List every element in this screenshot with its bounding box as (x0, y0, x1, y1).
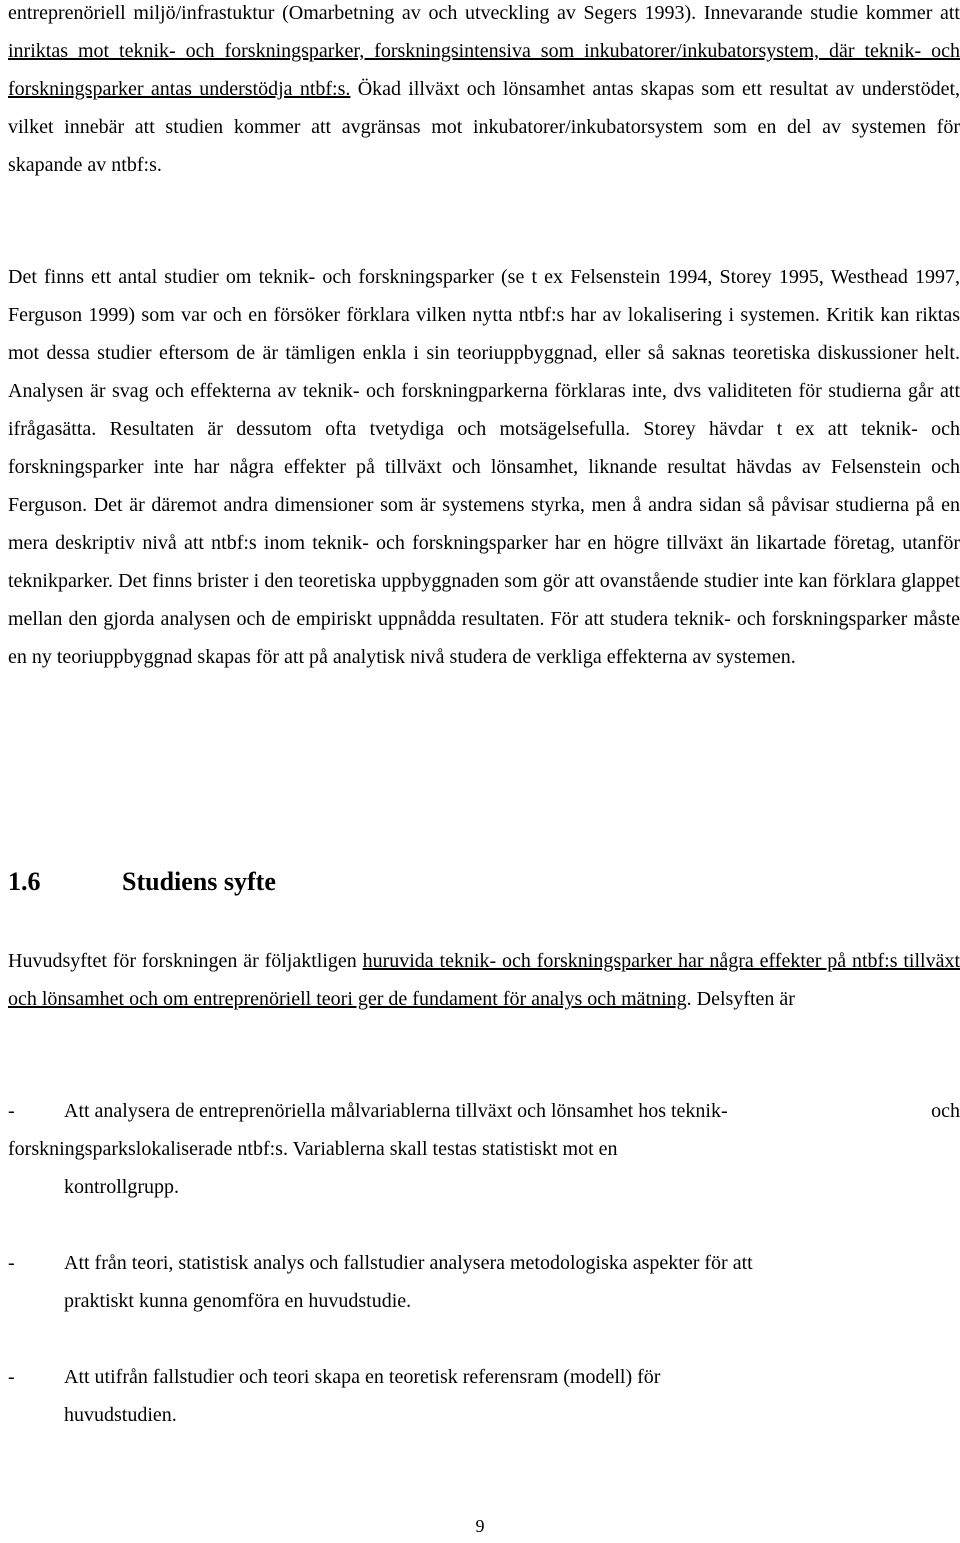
list-item-line-end: och (931, 1100, 960, 1122)
intro-paragraph (8, 0, 960, 184)
list-item-line: Att från teori, statistisk analys och fallstudier analysera metodologiska aspekter för att (64, 1252, 753, 1274)
list-item (8, 1244, 960, 1320)
list-dash: - (8, 1100, 15, 1122)
intro-underlined-text: inriktas mot teknik- och forskningsparker, forskningsintensiva som inkubatorer/inkubatorsystem, där teknik- och forskningsparker antas understödja ntbf:s. (8, 40, 960, 100)
list-item-line: kontrollgrupp. (64, 1176, 179, 1198)
purpose-paragraph (8, 942, 960, 1018)
list-item-line: forskningsparkslokaliserade ntbf:s. Variablerna skall testas statistiskt mot en (8, 1138, 618, 1160)
list-item (8, 1092, 960, 1206)
section-number: 1.6 (8, 867, 41, 896)
purpose-underlined-text: huruvida teknik- och forskningsparker har några effekter på ntbf:s tillväxt och lönsamhet och om entreprenöriell teori ger de fundament för analys och mätning (8, 950, 960, 1010)
studies-paragraph: Det finns ett antal studier om teknik- och forskningsparker (se t ex Felsenstein 1994, Storey 1995, Westhead 1997, Ferguson 1999) som var och en försöker förklara vilken nytta ntbf:s har av lokalisering i systemen. Kritik kan riktas mot dessa studier eftersom de är tämligen enkla i sin teoriuppbyggnad, eller så saknas teoretiska diskussioner helt. Analysen är svag och effekterna av teknik- och forskningparkerna förklaras inte, dvs validiteten för studierna går att ifrågasätta. Resultaten är dessutom ofta tvetydiga och motsägelsefulla. Storey hävdar t ex att teknik- och forskningsparker inte har några effekter på tillväxt och lönsamhet, liknande resultat hävdas av Felsenstein och Ferguson. Det är däremot andra dimensioner som är systemens styrka, men å andra sidan så påvisar studierna på en mera deskriptiv nivå att ntbf:s inom teknik- och forskningsparker har en högre tillväxt än likartade företag, utanför teknikparker. Det finns brister i den teoretiska uppbyggnaden som gör att ovanstående studier inte kan förklara glappet mellan den gjorda analysen och de empiriskt uppnådda resultaten. För att studera teknik- och forskningsparker måste en ny teoriuppbyggnad skapas för att på analytisk nivå studera de verkliga effekterna av systemen. (8, 266, 960, 668)
list-item-line: Att utifrån fallstudier och teori skapa en teoretisk referensram (modell) för (64, 1366, 661, 1388)
section-heading (8, 860, 276, 904)
page-number: 9 (475, 1516, 485, 1536)
intro-text-end: Ökad illväxt och lönsamhet antas skapas som ett resultat av understödet, vilket innebär att studien kommer att avgränsas mot inkubatorer/inkubatorsystem som en del av systemen för skapande av ntbf:s. (8, 78, 960, 176)
list-item (8, 1358, 960, 1434)
purpose-text-end: . Delsyften är (686, 988, 795, 1010)
list-item-line: praktiskt kunna genomföra en huvudstudie. (64, 1290, 412, 1312)
list-item-line: Att analysera de entreprenöriella målvariablerna tillväxt och lönsamhet hos teknik- (64, 1100, 728, 1122)
list-dash: - (8, 1252, 15, 1274)
section-title: Studiens syfte (122, 867, 276, 896)
list-dash: - (8, 1366, 15, 1388)
intro-text-start: entreprenöriell miljö/infrastuktur (Omarbetning av och utveckling av Segers 1993). Innevarande studie kommer att (8, 2, 960, 24)
purpose-text-start: Huvudsyftet för forskningen är följaktligen (8, 950, 363, 972)
list-item-line: huvudstudien. (64, 1404, 177, 1426)
